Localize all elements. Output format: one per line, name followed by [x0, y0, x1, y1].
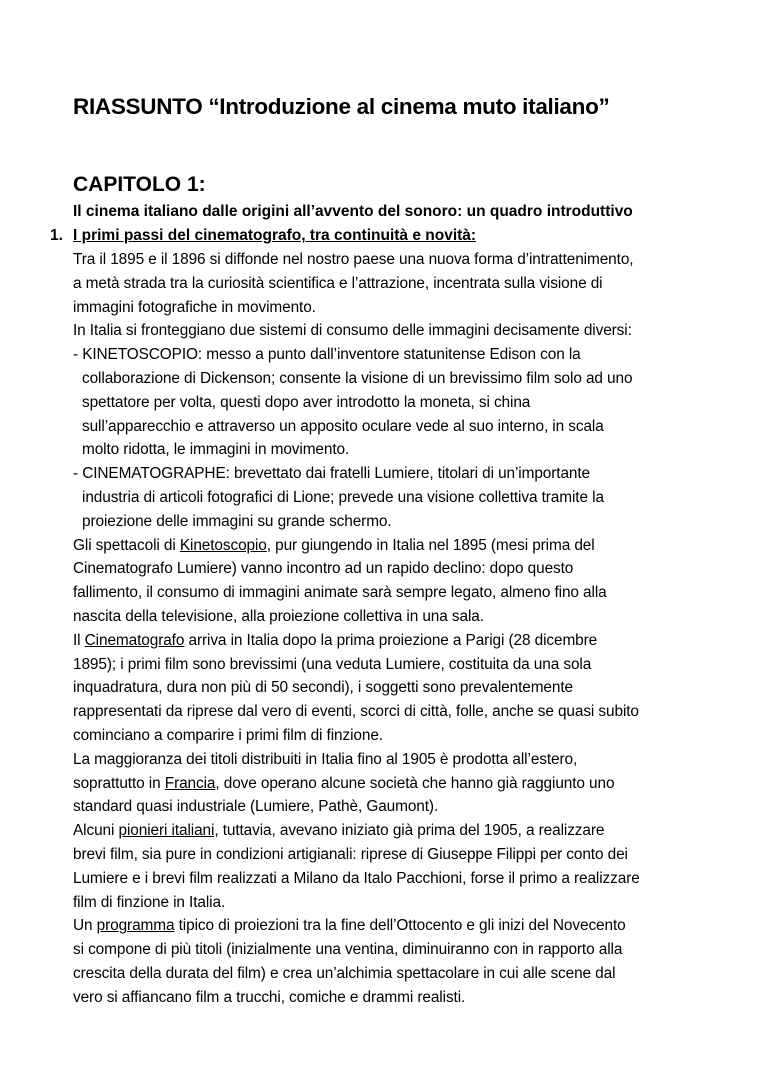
text-line: crescita della durata del film) e crea un’alchimia spettacolare in cui alle scene dal: [73, 964, 616, 982]
text-segment: Il: [73, 631, 85, 649]
text-segment: tipico di proiezioni tra la fine dell’Ottocento e gli inizi del Novecento: [174, 917, 626, 935]
document-title: RIASSUNTO “Introduzione al cinema muto italiano”: [73, 94, 610, 119]
text-line: - CINEMATOGRAPHE: brevettato dai fratelli Lumiere, titolari di un’importante: [73, 465, 591, 483]
text-line: inquadratura, dura non più di 50 secondi), i soggetti sono prevalentemente: [73, 679, 573, 697]
text-line: rappresentati da riprese dal vero di eventi, scorci di città, folle, anche se quasi subito: [73, 703, 639, 721]
text-line: proiezione delle immagini su grande schermo.: [82, 512, 392, 530]
text-line: [73, 914, 713, 938]
underlined-term: Kinetoscopio: [179, 536, 267, 554]
text-line: 1895); i primi film sono brevissimi (una veduta Lumiere, costituita da una sola: [73, 655, 592, 673]
text-line: nascita della televisione, alla proiezione collettiva in una sala.: [73, 607, 484, 625]
text-line: - KINETOSCOPIO: messo a punto dall’inventore statunitense Edison con la: [73, 346, 581, 364]
underlined-term: Cinematografo: [84, 631, 185, 649]
text-line: [73, 534, 713, 558]
text-segment: Un: [73, 917, 97, 935]
text-line: collaborazione di Dickenson; consente la visione di un brevissimo film solo ad uno: [82, 369, 633, 387]
text-line: cominciano a comparire i primi film di finzione.: [73, 726, 383, 744]
text-line: immagini fotografiche in movimento.: [73, 298, 316, 316]
underlined-term: Francia: [164, 774, 216, 792]
text-line: sull’apparecchio e attraverso un apposito oculare vede al suo interno, in scala: [82, 417, 604, 435]
underlined-term: pionieri italiani: [118, 822, 215, 840]
text-line: industria di articoli fotografici di Lione; prevede una visione collettiva tramite la: [82, 488, 604, 506]
text-segment: , pur giungendo in Italia nel 1895 (mesi prima del: [266, 536, 595, 554]
text-segment: soprattutto in: [73, 774, 165, 792]
text-segment: Alcuni: [73, 822, 119, 840]
section-number: 1.: [50, 227, 63, 244]
text-segment: , dove operano alcune società che hanno già raggiunto uno: [215, 774, 615, 792]
text-line: spettatore per volta, questi dopo aver introdotto la moneta, si china: [82, 393, 531, 411]
text-line: In Italia si fronteggiano due sistemi di consumo delle immagini decisamente diversi:: [73, 322, 632, 340]
text-segment: , tuttavia, avevano iniziato già prima del 1905, a realizzare: [214, 822, 605, 840]
chapter-heading: CAPITOLO 1:: [73, 173, 206, 196]
text-line: Lumiere e i brevi film realizzati a Milano da Italo Pacchioni, forse il primo a realizzare: [73, 869, 640, 887]
text-line: film di finzione in Italia.: [73, 893, 226, 911]
chapter-subtitle: Il cinema italiano dalle origini all’avvento del sonoro: un quadro introduttivo: [73, 203, 633, 220]
text-segment: Gli spettacoli di: [73, 536, 180, 554]
text-line: fallimento, il consumo di immagini animate sarà sempre legato, almeno fino alla: [73, 584, 607, 602]
text-line: La maggioranza dei titoli distribuiti in Italia fino al 1905 è prodotta all’estero,: [73, 750, 578, 768]
text-line: si compone di più titoli (inizialmente una ventina, diminuiranno con in rapporto alla: [73, 941, 623, 959]
text-line: Cinematografo Lumiere) vanno incontro ad un rapido declino: dopo questo: [73, 560, 574, 578]
text-line: molto ridotta, le immagini in movimento.: [82, 441, 350, 459]
body-text: [73, 248, 713, 1010]
text-line: standard quasi industriale (Lumiere, Pathè, Gaumont).: [73, 798, 439, 816]
text-line: a metà strada tra la curiosità scientifica e l’attrazione, incentrata sulla visione di: [73, 274, 603, 292]
text-line: vero si affiancano film a trucchi, comiche e drammi realisti.: [73, 988, 466, 1006]
text-line: [73, 772, 713, 796]
underlined-term: programma: [96, 917, 175, 935]
text-line: [73, 819, 713, 843]
text-segment: arriva in Italia dopo la prima proiezione a Parigi (28 dicembre: [184, 631, 598, 649]
text-line: brevi film, sia pure in condizioni artigianali: riprese di Giuseppe Filippi per conto dei: [73, 845, 628, 863]
section-heading: I primi passi del cinematografo, tra continuità e novità:: [73, 227, 477, 244]
text-line: Tra il 1895 e il 1896 si diffonde nel nostro paese una nuova forma d’intrattenimento,: [73, 251, 634, 268]
text-line: [73, 629, 713, 653]
